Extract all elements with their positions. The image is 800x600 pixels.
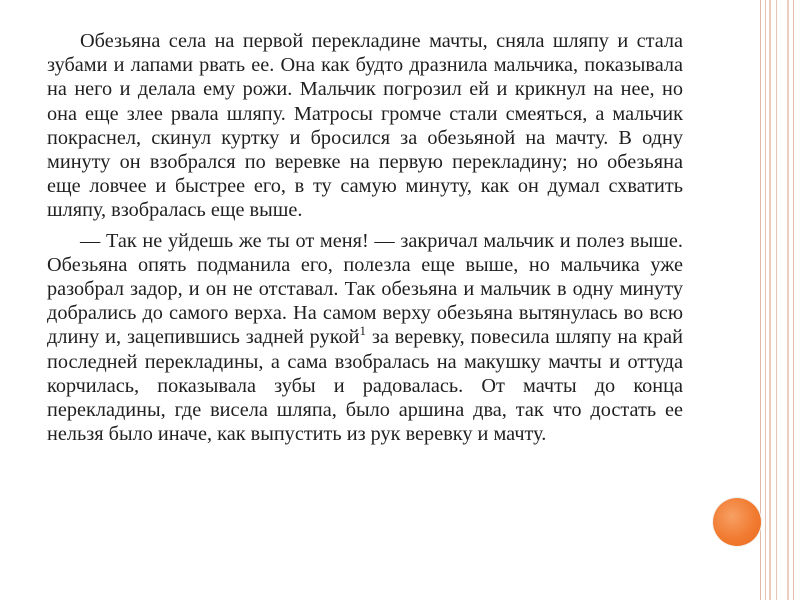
footnote-mark: 1 [359,322,367,338]
border-line [776,0,777,600]
story-text [47,29,683,446]
paragraph-2-text-start: — Так не уйдешь же ты от меня! — закричал мальчик и полез выше. Обезьяна опять подманила его, полезла еще выше, но мальчика уже разобрал задор, и он не отставал. Так обезьяна и мальчик в одну минуту добрались до самого верха. На самом верху обезьяна вытянулась во всю длину и, зацепившись задней рукой [47,229,683,349]
border-line [793,0,794,600]
paragraph-2 [47,229,683,447]
border-line [765,0,766,600]
border-line [769,0,771,600]
orange-circle-icon [713,498,761,546]
border-line [760,0,761,600]
paragraph-1-text: Обезьяна села на первой перекладине мачты, сняла шляпу и стала зубами и лапами рвать ее. Она как будто дразнила мальчика, показывала на него и делала ему рожи. Мальчик погрозил ей и крикнул на нее, но она еще злее рвала шляпу. Матросы громче стали смеяться, а мальчик покраснел, скинул куртку и бросился за обезьяной на мачту. В одну минуту он взобрался по веревке на первую перекладину; но обезьяна еще ловчее и быстрее его, в ту самую минуту, как он думал схватить шляпу, взобралась еще выше. [47,30,683,222]
border-line [787,0,789,600]
decorative-border [760,0,800,600]
paragraph-1 [47,29,683,223]
paragraph-2-text-end: за веревку, повесила шляпу на край последней перекладины, а сама взобралась на макушку мачты и оттуда корчилась, показывала зубы и радовалась. От мачты до конца перекладины, где висела шляпа, было аршина два, так что достать ее нельзя было иначе, как выпустить из рук веревку и мачту. [47,326,683,446]
